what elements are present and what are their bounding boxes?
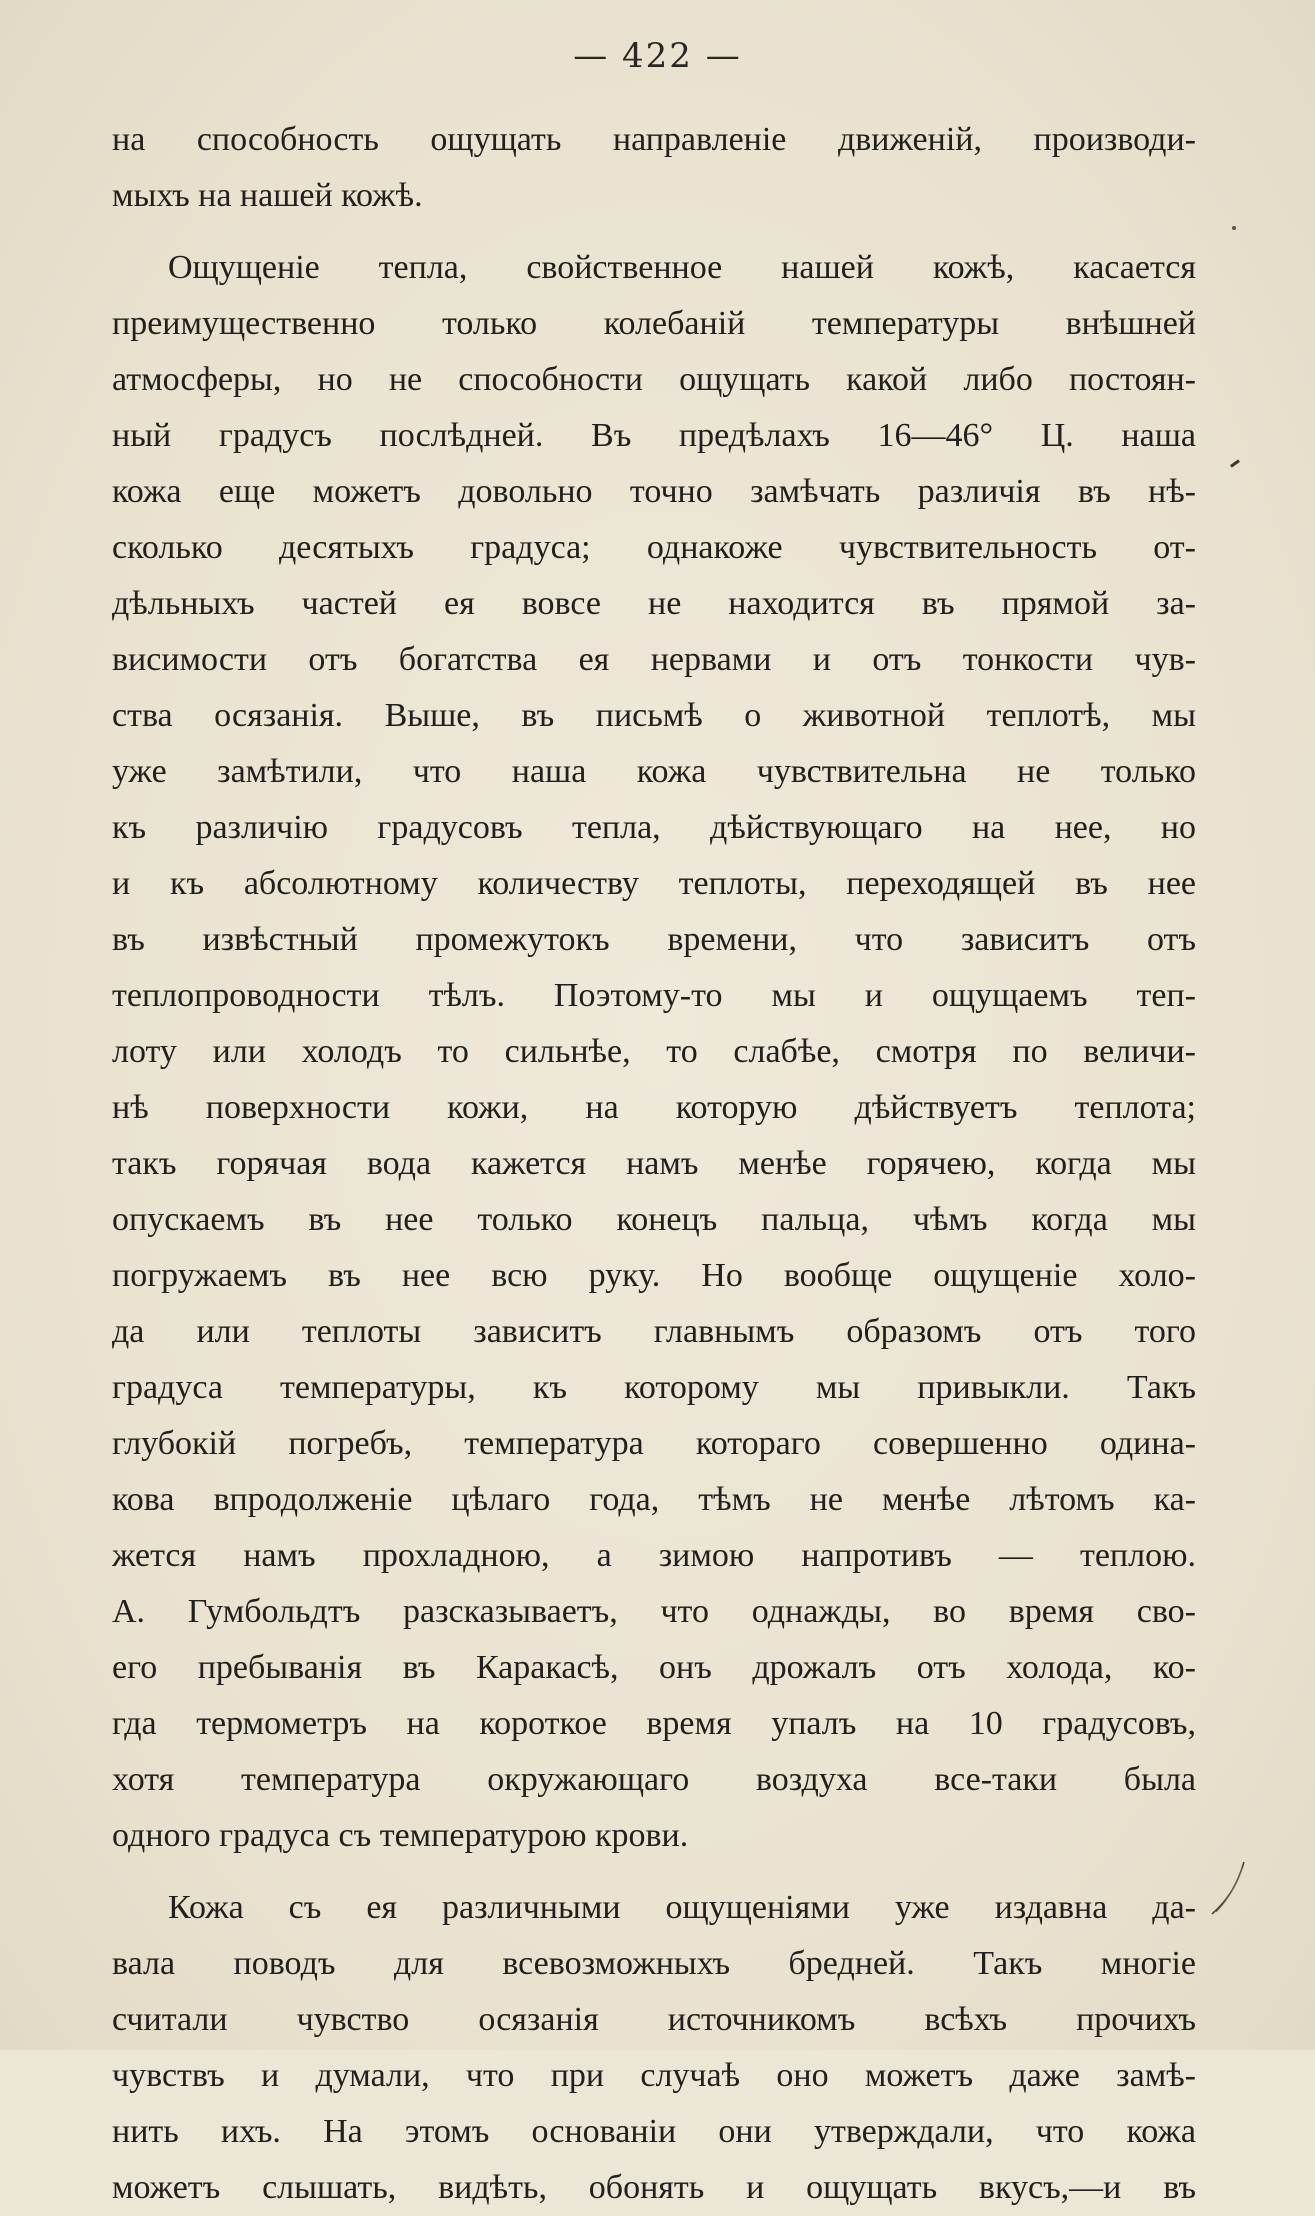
text-line: атмосферы, но не способности ощущать какой либо постоян- [112,361,1196,398]
text-line: погружаемъ въ нее всю руку. Но вообще ощущеніе холо- [112,1257,1196,1294]
text-line: ства осязанія. Выше, въ письмѣ о животной теплотѣ, мы [112,697,1196,734]
ink-speck [1230,459,1240,467]
text-line: уже замѣтили, что наша кожа чувствительна не только [112,753,1196,790]
page-number: — 422 — [573,36,742,76]
text-line: опускаемъ въ нее только конецъ пальца, чѣмъ когда мы [112,1201,1196,1238]
text-line: въ извѣстный промежутокъ времени, что зависитъ отъ [112,921,1196,958]
text-line: гда термометръ на короткое время упалъ на 10 градусовъ, [112,1705,1196,1742]
text-line: лоту или холодъ то сильнѣе, то слабѣе, смотря по величи- [112,1033,1196,1070]
text-line: хотя температура окружающаго воздуха все-таки была [112,1761,1196,1798]
text-line: чувствъ и думали, что при случаѣ оно можетъ даже замѣ- [112,2057,1196,2094]
text-line: теплопроводности тѣлъ. Поэтому-то мы и ощущаемъ теп- [112,977,1196,1014]
text-line: мыхъ на нашей кожѣ. [112,177,423,214]
text-line: нить ихъ. На этомъ основаніи они утверждали, что кожа [112,2113,1196,2150]
text-line: дѣльныхъ частей ея вовсе не находится въ прямой за- [112,585,1196,622]
text-line: Кожа съ ея различными ощущеніями уже издавна да- [168,1889,1196,1926]
text-line: можетъ слышать, видѣть, обонять и ощущать вкусъ,—и въ [112,2169,1196,2206]
text-line: такъ горячая вода кажется намъ менѣе горячею, когда мы [112,1145,1196,1182]
text-line: градуса температуры, къ которому мы привыкли. Такъ [112,1369,1196,1406]
text-line: къ различію градусовъ тепла, дѣйствующаго на нее, но [112,809,1196,846]
text-line: Ощущеніе тепла, свойственное нашей кожѣ, касается [168,249,1196,286]
pencil-mark [1208,1858,1248,1918]
text-line: на способность ощущать направленіе движеній, производи- [112,121,1196,158]
text-line: кова впродолженіе цѣлаго года, тѣмъ не менѣе лѣтомъ ка- [112,1481,1196,1518]
text-line: сколько десятыхъ градуса; однакоже чувствительность от- [112,529,1196,566]
text-line: глубокій погребъ, температура котораго совершенно одина- [112,1425,1196,1462]
text-line: висимости отъ богатства ея нервами и отъ тонкости чув- [112,641,1196,678]
body-text [112,112,1196,2216]
text-line: да или теплоты зависитъ главнымъ образомъ отъ того [112,1313,1196,1350]
ink-speck [1232,226,1236,230]
text-line: одного градуса съ температурою крови. [112,1817,689,1854]
text-line: А. Гумбольдтъ разсказываетъ, что однажды, во время сво- [112,1593,1196,1630]
text-line: кожа еще можетъ довольно точно замѣчать различія въ нѣ- [112,473,1196,510]
text-line: считали чувство осязанія источникомъ всѣхъ прочихъ [112,2001,1196,2038]
text-line: ный градусъ послѣдней. Въ предѣлахъ 16—46° Ц. наша [112,417,1196,454]
text-line: вала поводъ для всевозможныхъ бредней. Такъ многіе [112,1945,1196,1982]
text-line: преимущественно только колебаній температуры внѣшней [112,305,1196,342]
text-line: жется намъ прохладною, а зимою напротивъ — теплою. [112,1537,1196,1574]
text-line: нѣ поверхности кожи, на которую дѣйствуетъ теплота; [112,1089,1196,1126]
text-line: его пребыванія въ Каракасѣ, онъ дрожалъ отъ холода, ко- [112,1649,1196,1686]
text-line: и къ абсолютному количеству теплоты, переходящей въ нее [112,865,1196,902]
